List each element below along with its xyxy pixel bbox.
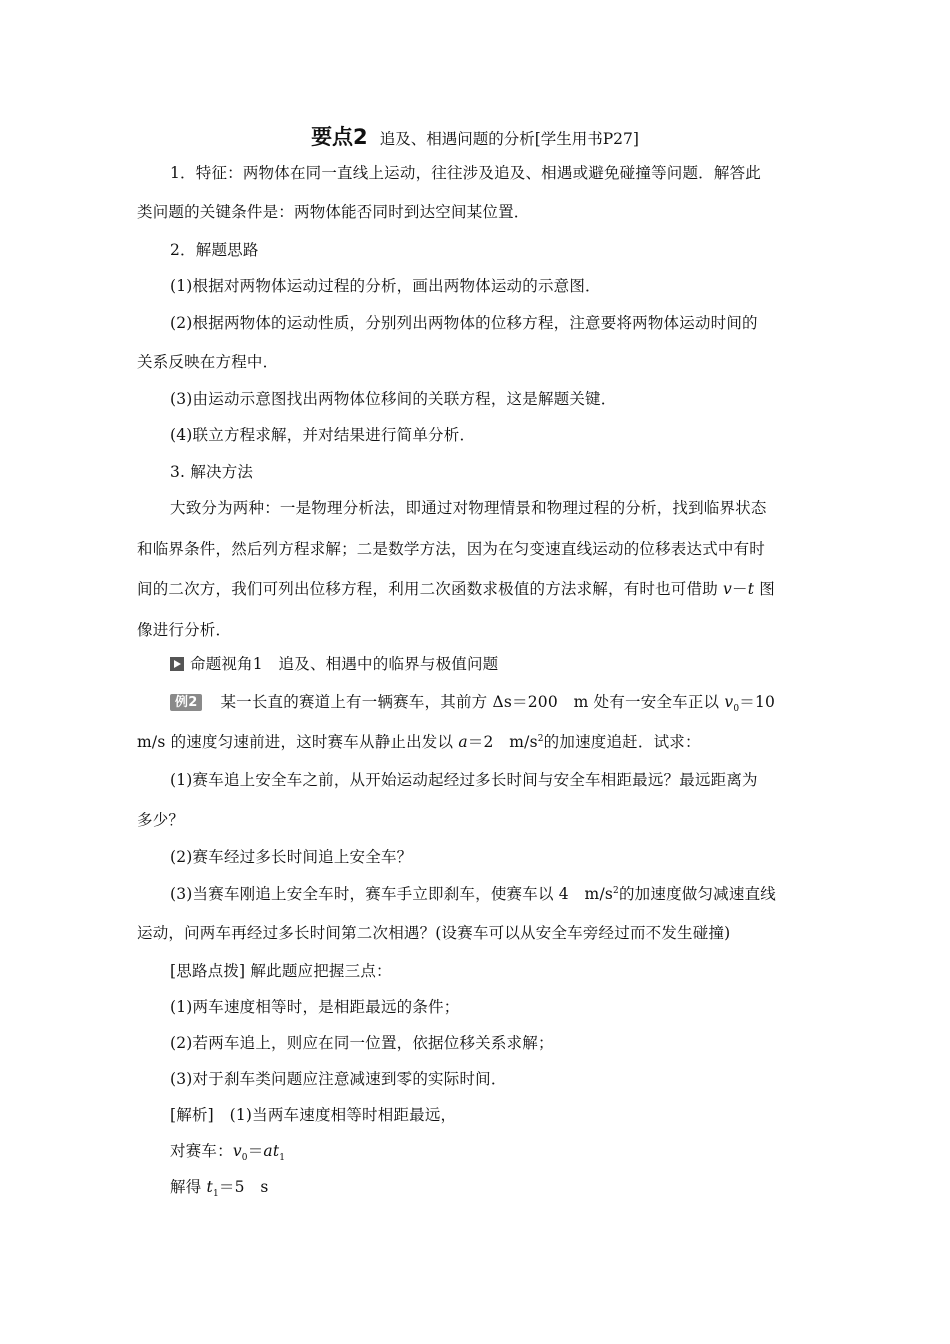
var-v0-b: v xyxy=(232,1142,242,1160)
method-line-2: 和临界条件，然后列方程求解；二是数学方法，因为在匀变速直线运动的位移表达式中有时 xyxy=(137,540,766,558)
example-text-1: 某一长直的赛道上有一辆赛车，其前方 Δs＝200 m 处有一安全车正以 xyxy=(220,693,725,711)
question-3a-text: (3)当赛车刚追上安全车时，赛车手立即刹车，使赛车以 4 m/s xyxy=(170,885,614,903)
var-at: at xyxy=(263,1142,280,1160)
method-line-3-text: 间的二次方，我们可列出位移方程，利用二次函数求极值的方法求解，有时也可借助 xyxy=(137,580,724,598)
method-line-4: 像进行分析． xyxy=(137,621,232,639)
heading-main: 要点2 xyxy=(311,125,368,149)
var-a: a xyxy=(458,733,468,751)
example-text-1b: ＝10 xyxy=(739,693,776,711)
solution-eq-1-label: 对赛车： xyxy=(170,1142,233,1160)
method-line-3-end: 图 xyxy=(754,580,775,598)
hint-1: (1)两车速度相等时，是相距最远的条件； xyxy=(170,998,460,1016)
var-t: t xyxy=(747,580,755,598)
hint-title: [思路点拨] 解此题应把握三点： xyxy=(170,962,392,980)
approach-step-4: (4)联立方程求解，并对结果进行简单分析． xyxy=(170,426,476,444)
approach-step-3: (3)由运动示意图找出两物体位移间的关联方程，这是解题关键． xyxy=(170,390,617,408)
feature-line-1: 1．特征：两物体在同一直线上运动，往往涉及追及、相遇或避免碰撞等问题．解答此 xyxy=(170,164,761,182)
hint-2: (2)若两车追上，则应在同一位置，依据位移关系求解； xyxy=(170,1034,554,1052)
example-text-2c: 的加速度追赶．试求： xyxy=(543,733,701,751)
hint-3: (3)对于刹车类问题应注意减速到零的实际时间． xyxy=(170,1070,507,1088)
equals-sign: ＝ xyxy=(247,1142,264,1160)
question-3a xyxy=(170,884,776,904)
example-text-2b: ＝2 m/s xyxy=(467,733,538,751)
subscript-0: 0 xyxy=(733,704,740,715)
approach-step-1: (1)根据对两物体运动过程的分析，画出两物体运动的示意图． xyxy=(170,277,601,295)
solution-title: [解析] (1)当两车速度相等时相距最远， xyxy=(170,1106,457,1124)
approach-step-2a: (2)根据两物体的运动性质，分别列出两物体的位移方程，注意要将两物体运动时间的 xyxy=(170,314,758,332)
solution-eq-2-value: ＝5 s xyxy=(218,1178,269,1196)
method-title: 3. 解决方法 xyxy=(170,463,254,481)
example-text-2: m/s 的速度匀速前进，这时赛车从静止出发以 xyxy=(137,733,459,751)
feature-line-2: 类问题的关键条件是：两物体能否同时到达空间某位置． xyxy=(137,203,530,221)
section-heading xyxy=(0,121,950,151)
topic-line xyxy=(170,654,498,674)
approach-title: 2．解题思路 xyxy=(170,241,259,259)
question-3b: 运动，问两车再经过多长时间第二次相遇？(设赛车可以从安全车旁经过而不发生碰撞) xyxy=(137,924,731,942)
superscript-2b: 2 xyxy=(613,885,619,896)
question-1a: (1)赛车追上安全车之前，从开始运动起经过多长时间与安全车相距最远？最远距离为 xyxy=(170,771,758,789)
question-1b: 多少？ xyxy=(137,811,185,829)
example-badge: 例2 xyxy=(170,694,202,711)
subscript-1-b: 1 xyxy=(212,1189,219,1200)
var-v0: v xyxy=(724,693,734,711)
var-v: v xyxy=(723,580,732,598)
subscript-0-b: 0 xyxy=(241,1153,248,1164)
superscript-2: 2 xyxy=(537,733,544,744)
var-t1: t xyxy=(206,1178,213,1196)
question-2: (2)赛车经过多长时间追上安全车？ xyxy=(170,848,413,866)
subscript-1: 1 xyxy=(279,1153,286,1164)
question-3a-end: 的加速度做匀减速直线 xyxy=(618,885,776,903)
example-line-2 xyxy=(137,732,701,752)
topic-label: 命题视角1 追及、相遇中的临界与极值问题 xyxy=(190,655,499,673)
solution-eq-1 xyxy=(170,1141,286,1164)
play-triangle-icon xyxy=(170,657,184,671)
approach-step-2b: 关系反映在方程中． xyxy=(137,353,279,371)
example-line-1 xyxy=(170,692,776,715)
solution-eq-2 xyxy=(170,1177,269,1200)
minus-sign: － xyxy=(732,580,748,598)
solution-eq-2-label: 解得 xyxy=(170,1178,207,1196)
heading-sub: 追及、相遇问题的分析[学生用书P27] xyxy=(379,130,639,148)
method-line-1: 大致分为两种：一是物理分析法，即通过对物理情景和物理过程的分析，找到临界状态 xyxy=(170,499,767,517)
method-line-3 xyxy=(137,579,775,599)
